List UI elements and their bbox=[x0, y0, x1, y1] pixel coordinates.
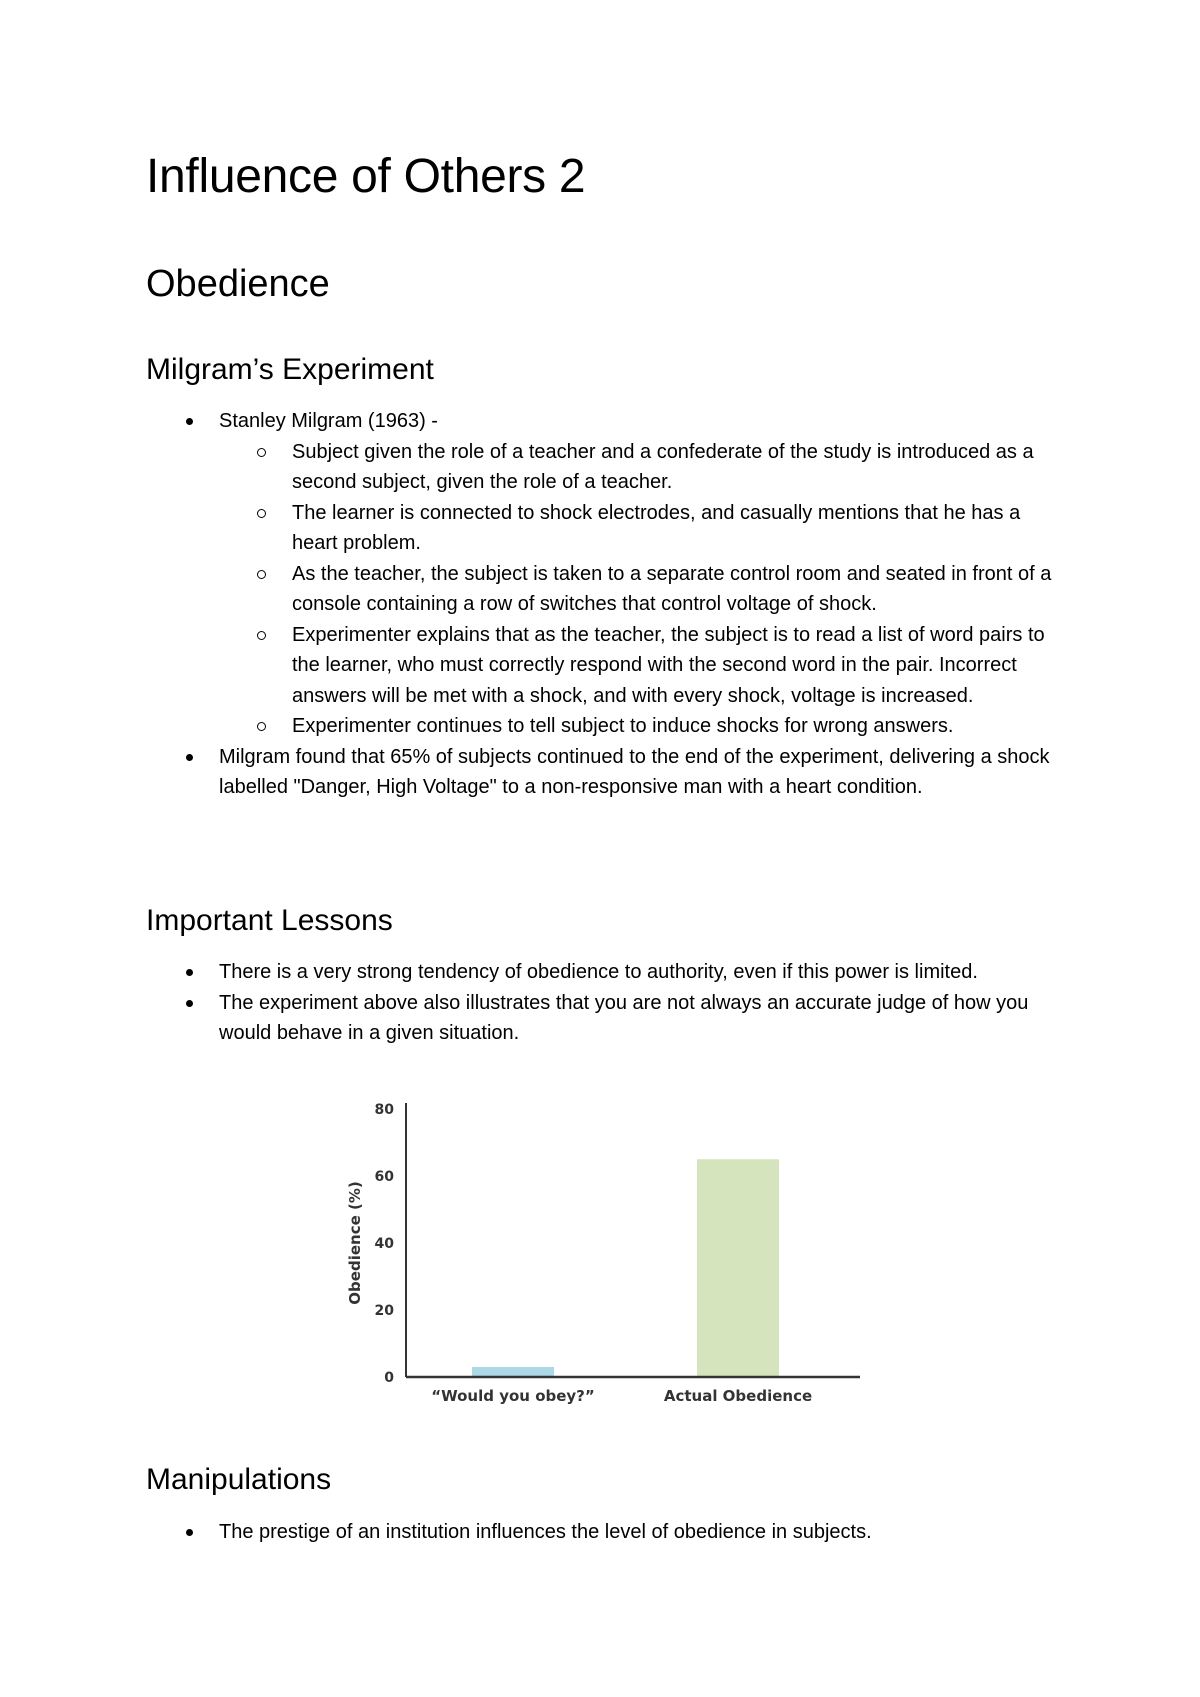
list-item bbox=[146, 406, 1066, 742]
heading-important-lessons: Important Lessons bbox=[146, 904, 393, 937]
list-item: There is a very strong tendency of obedience to authority, even if this power is limited. bbox=[146, 957, 1066, 988]
list-item: Milgram found that 65% of subjects continued to the end of the experiment, delivering a shock labelled "Danger, High Voltage" to a non-responsive man with a heart condition. bbox=[146, 742, 1066, 803]
page-title: Influence of Others 2 bbox=[146, 150, 586, 203]
chart-svg bbox=[338, 1095, 878, 1415]
heading-manipulations: Manipulations bbox=[146, 1463, 332, 1496]
lessons-list bbox=[146, 957, 1066, 1049]
bullet-text: Stanley Milgram (1963) - bbox=[219, 410, 438, 432]
heading-milgram-experiment: Milgram’s Experiment bbox=[146, 353, 434, 386]
x-tick-label: Actual Obedience bbox=[663, 1387, 813, 1405]
y-tick-label: 20 bbox=[374, 1303, 394, 1319]
sub-list-item: As the teacher, the subject is taken to a separate control room and seated in front of a console containing a row of switches that control voltage of shock. bbox=[219, 559, 1066, 620]
sub-list-item: Experimenter continues to tell subject to induce shocks for wrong answers. bbox=[219, 711, 1066, 742]
list-item: The prestige of an institution influences the level of obedience in subjects. bbox=[146, 1517, 1066, 1548]
bar-0 bbox=[472, 1367, 554, 1377]
x-tick-label: “Would you obey?” bbox=[431, 1387, 595, 1405]
obedience-bar-chart bbox=[338, 1095, 878, 1415]
y-tick-label: 80 bbox=[374, 1102, 394, 1118]
sub-list-item: Experimenter explains that as the teacher, the subject is to read a list of word pairs to the learner, who must correctly respond with the second word in the pair. Incorrect answers will be met with a shock, and with every shock, voltage is increased. bbox=[219, 620, 1066, 712]
list-item: The experiment above also illustrates that you are not always an accurate judge of how you would behave in a given situation. bbox=[146, 988, 1066, 1049]
milgram-sublist bbox=[219, 437, 1066, 742]
y-tick-label: 0 bbox=[384, 1370, 394, 1386]
y-tick-label: 60 bbox=[374, 1169, 394, 1185]
y-axis-label: Obedience (%) bbox=[346, 1181, 364, 1305]
sub-list-item: The learner is connected to shock electrodes, and casually mentions that he has a heart problem. bbox=[219, 498, 1066, 559]
sub-list-item: Subject given the role of a teacher and a confederate of the study is introduced as a second subject, given the role of a teacher. bbox=[219, 437, 1066, 498]
y-tick-label: 40 bbox=[374, 1236, 394, 1252]
manipulations-list bbox=[146, 1517, 1066, 1548]
section-heading-obedience: Obedience bbox=[146, 263, 330, 305]
bar-1 bbox=[697, 1159, 779, 1377]
milgram-list bbox=[146, 406, 1066, 803]
